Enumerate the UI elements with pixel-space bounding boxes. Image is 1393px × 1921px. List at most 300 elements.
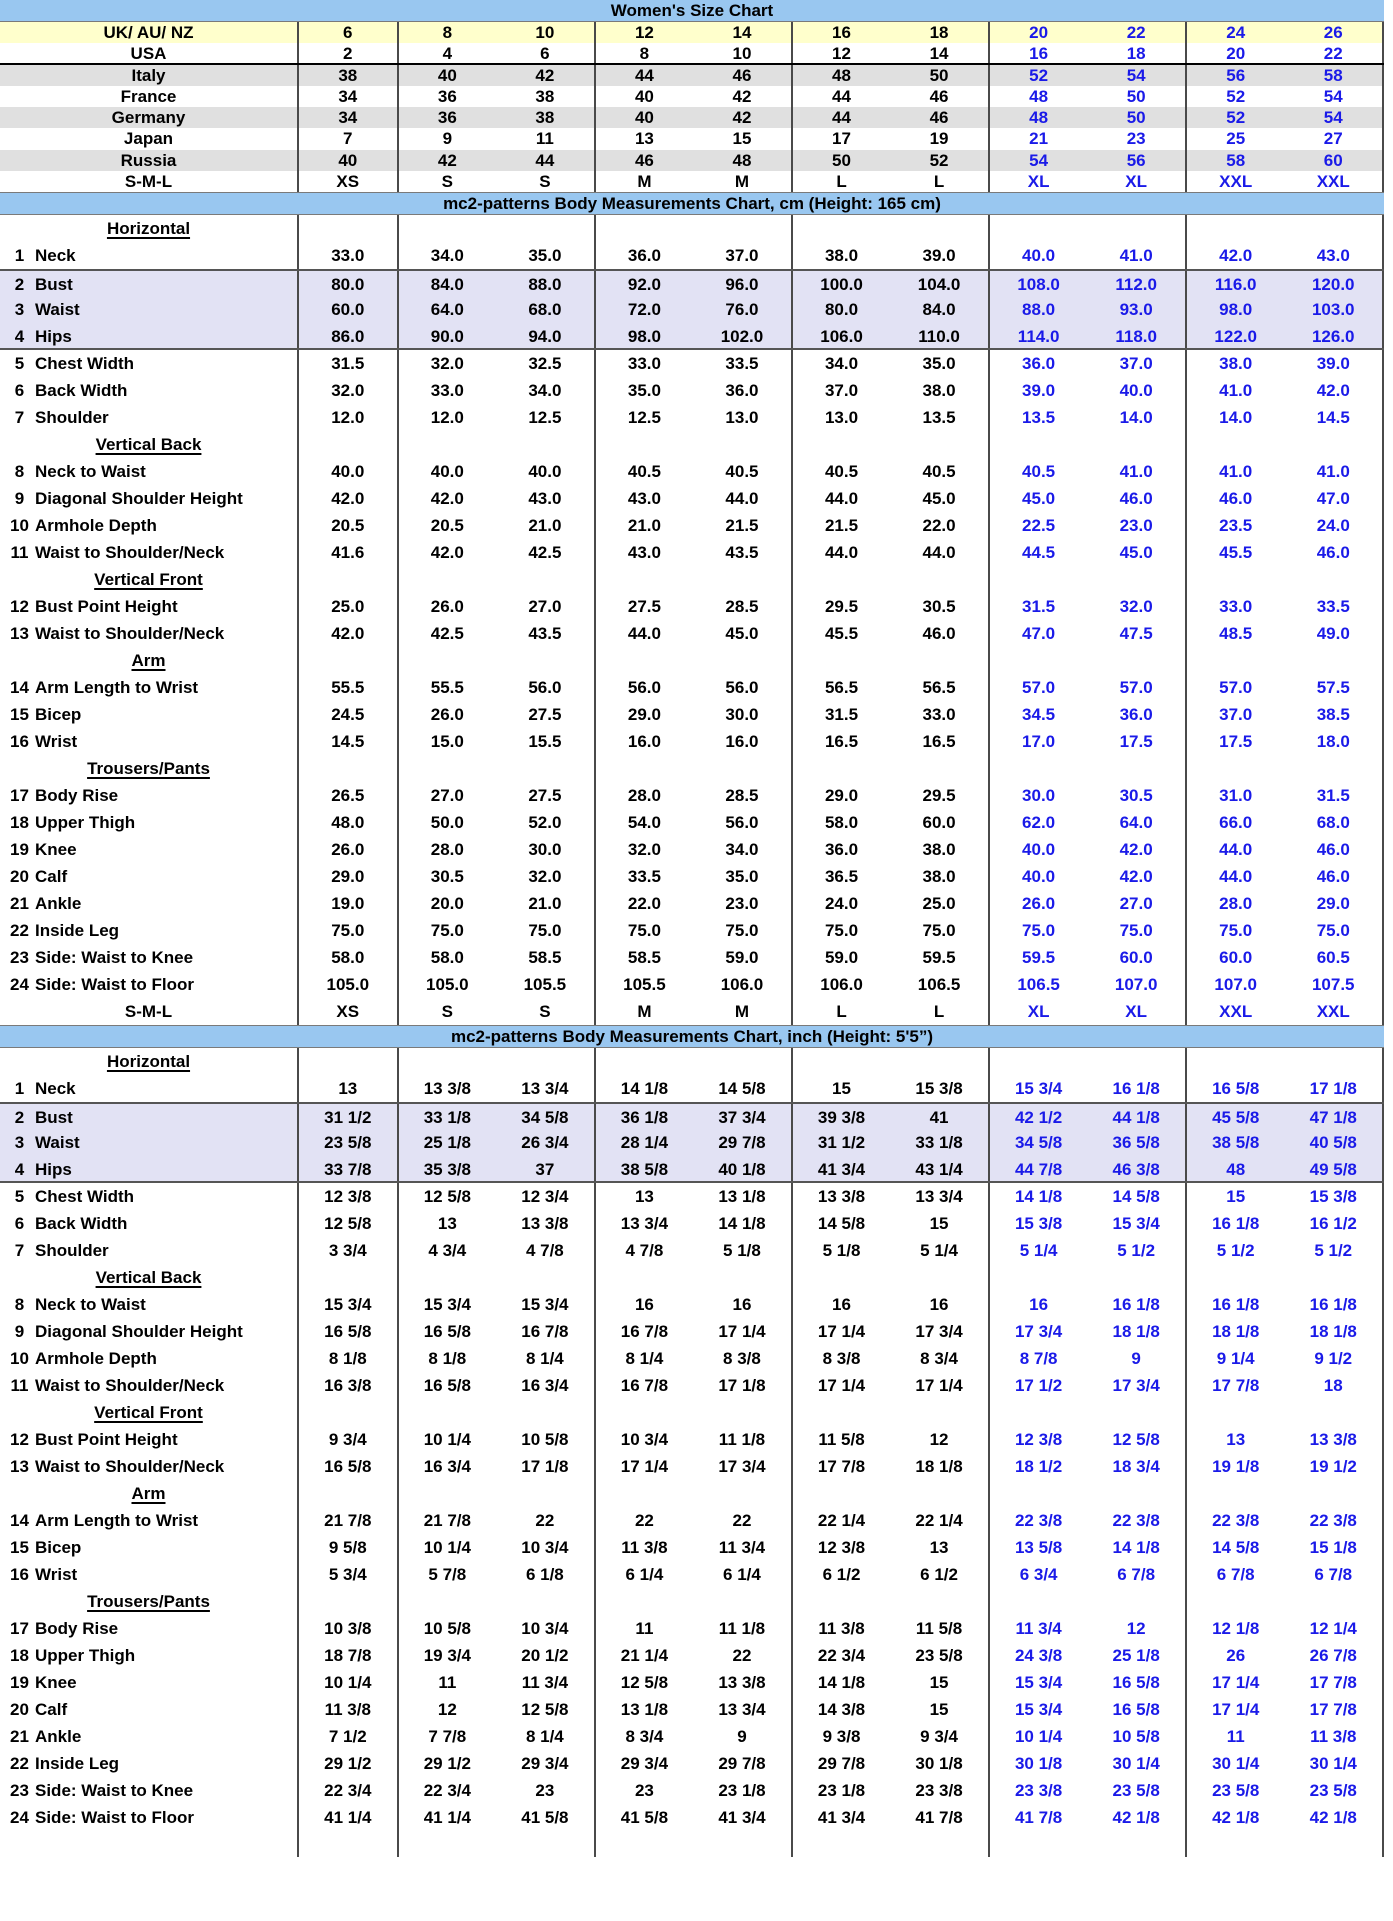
value-cell — [596, 1480, 694, 1507]
section-title: Vertical Front — [94, 570, 203, 590]
value-cell: 33.5 — [627, 867, 661, 887]
section-header-row — [0, 1588, 1384, 1615]
value-cell — [1284, 215, 1384, 242]
row-number: 17 — [10, 786, 29, 806]
value-cell: 11 — [438, 1673, 457, 1693]
value-cell: 16.0 — [627, 732, 661, 752]
value-cell — [990, 215, 1088, 242]
value-cell: 13 — [634, 1187, 654, 1207]
value-cell: 13 3/4 — [693, 1696, 793, 1723]
value-cell — [596, 215, 694, 242]
value-cell: 24 — [1226, 23, 1246, 42]
value-cell: 33.0 — [627, 354, 661, 374]
value-cell: 41.0 — [1219, 462, 1253, 482]
value-cell: 33 7/8 — [299, 1156, 399, 1181]
page-title: Women's Size Chart — [610, 1, 774, 20]
grid-tail — [0, 1831, 1384, 1857]
value-cell: 36.0 — [693, 377, 793, 404]
row-number: 20 — [10, 1700, 29, 1720]
value-cell: S — [441, 1002, 453, 1022]
value-cell: 16 5/8 — [423, 1322, 471, 1342]
value-cell: 22 1/4 — [817, 1511, 866, 1531]
value-cell: 34.0 — [693, 836, 793, 863]
value-cell: 60.0 — [299, 296, 399, 323]
row-label — [0, 458, 299, 485]
value-cell: 15 1/8 — [1284, 1534, 1384, 1561]
value-cell: 42.0 — [299, 620, 399, 647]
value-cell: 23.0 — [1087, 512, 1187, 539]
measurement-name: Diagonal Shoulder Height — [35, 1322, 243, 1342]
value-cell: 40 5/8 — [1284, 1129, 1384, 1156]
value-cell: 41.0 — [1087, 458, 1187, 485]
row-number: 21 — [10, 1727, 29, 1747]
row-label — [0, 377, 299, 404]
value-cell: 35.0 — [890, 350, 990, 377]
value-cell: 31.5 — [299, 350, 399, 377]
value-cell: 19 1/8 — [1212, 1457, 1260, 1477]
value-cell: 44 — [496, 150, 596, 171]
value-cell: 56.5 — [890, 674, 990, 701]
value-cell: 6 3/4 — [1019, 1565, 1058, 1585]
value-cell: 39.0 — [890, 242, 990, 269]
row-number: 14 — [10, 1511, 29, 1531]
table-row — [0, 1426, 1384, 1453]
value-cell: 7 7/8 — [428, 1727, 467, 1747]
value-cell: 54 — [1284, 107, 1384, 128]
value-cell: 58 — [1284, 65, 1384, 86]
value-cell: 10 5/8 — [1087, 1723, 1187, 1750]
value-cell: S — [441, 172, 453, 192]
value-cell — [299, 1480, 399, 1507]
value-cell: 13 — [1226, 1430, 1246, 1450]
value-cell: 19 1/2 — [1284, 1453, 1384, 1480]
value-cell: 14.0 — [1087, 404, 1187, 431]
value-cell: 12 — [890, 1426, 990, 1453]
value-cell: L — [890, 998, 990, 1025]
value-cell: 24.0 — [824, 894, 859, 914]
value-cell: 50.0 — [430, 813, 464, 833]
value-cell: 52 — [1226, 86, 1246, 106]
table-row — [0, 944, 1384, 971]
value-cell: 105.0 — [299, 971, 399, 998]
value-cell: 41 5/8 — [620, 1808, 669, 1828]
value-cell: 46.0 — [1284, 539, 1384, 566]
value-cell: 58.0 — [430, 948, 464, 968]
value-cell: 21.5 — [824, 516, 859, 536]
value-cell: 75.0 — [1284, 917, 1384, 944]
value-cell: 12 5/8 — [423, 1187, 471, 1207]
value-cell: 13 1/8 — [620, 1700, 669, 1720]
value-cell: 5 1/8 — [822, 1241, 861, 1261]
value-cell: XL — [1087, 998, 1187, 1025]
row-label — [0, 1156, 299, 1181]
value-cell: 38.0 — [890, 863, 990, 890]
row-number: 13 — [10, 1457, 29, 1477]
value-cell: 31 1/2 — [817, 1133, 866, 1153]
value-cell: 45.0 — [693, 620, 793, 647]
value-cell: 43 1/4 — [890, 1156, 990, 1181]
value-cell: 58.5 — [627, 948, 661, 968]
value-cell: 21.0 — [496, 890, 596, 917]
value-cell: 16 — [1029, 1295, 1049, 1315]
value-cell: 14.5 — [299, 728, 399, 755]
table-row — [0, 1183, 1384, 1210]
value-cell: 76.0 — [693, 296, 793, 323]
value-cell: 46.0 — [890, 620, 990, 647]
value-cell: 25 1/8 — [1087, 1642, 1187, 1669]
value-cell — [399, 1399, 497, 1426]
row-number: 8 — [14, 1295, 25, 1315]
value-cell: 12 5/8 — [1087, 1426, 1187, 1453]
section-title: Vertical Front — [94, 1403, 203, 1423]
row-label — [0, 1372, 299, 1399]
measurement-name: Calf — [35, 1700, 68, 1720]
value-cell: L — [836, 172, 847, 192]
value-cell — [793, 1831, 891, 1857]
value-cell: 26.0 — [1022, 894, 1056, 914]
value-cell — [693, 1480, 793, 1507]
value-cell: 13 1/8 — [693, 1183, 793, 1210]
value-cell: 28.5 — [693, 593, 793, 620]
value-cell: 105.5 — [623, 975, 666, 995]
row-number: 22 — [10, 921, 29, 941]
value-cell: 45.5 — [1219, 543, 1253, 563]
value-cell: 15 3/4 — [299, 1291, 399, 1318]
value-cell — [399, 1831, 497, 1857]
value-cell: 6 1/4 — [693, 1561, 793, 1588]
value-cell: M — [693, 171, 793, 192]
section-header-row — [0, 215, 1384, 242]
value-cell: 14.0 — [1219, 408, 1253, 428]
value-cell: 10 3/8 — [299, 1615, 399, 1642]
value-cell: 2 — [299, 43, 399, 62]
table-row — [0, 998, 1384, 1025]
value-cell: 23 3/8 — [1014, 1781, 1063, 1801]
table-row — [0, 1102, 1384, 1129]
value-cell: 32.0 — [627, 840, 661, 860]
value-cell: 42 — [437, 150, 457, 170]
table-row — [0, 836, 1384, 863]
value-cell — [793, 431, 891, 458]
table-row — [0, 1318, 1384, 1345]
value-cell: 36.0 — [824, 840, 859, 860]
value-cell: 106.5 — [1017, 975, 1060, 995]
value-cell: 29 7/8 — [693, 1129, 793, 1156]
value-cell: 12 — [437, 1700, 457, 1720]
measurement-name: Armhole Depth — [35, 1349, 157, 1369]
table-row — [0, 971, 1384, 998]
value-cell: S — [496, 998, 596, 1025]
value-cell: 8 1/8 — [428, 1349, 467, 1369]
row-label — [0, 917, 299, 944]
value-cell: 22 — [496, 1507, 596, 1534]
value-cell: 44 — [832, 108, 851, 128]
table-row — [0, 701, 1384, 728]
value-cell: S — [496, 171, 596, 192]
value-cell: 12.5 — [496, 404, 596, 431]
value-cell: 23 — [496, 1777, 596, 1804]
value-cell: 29 3/4 — [496, 1750, 596, 1777]
size-conversion-section — [0, 22, 1384, 192]
value-cell: 21 — [1029, 129, 1049, 149]
value-cell: 8 1/4 — [625, 1349, 664, 1369]
section-title: Horizontal — [106, 1052, 191, 1072]
value-cell: 32.0 — [496, 863, 596, 890]
value-cell: 16 5/8 — [423, 1376, 471, 1396]
value-cell: 107.5 — [1284, 971, 1384, 998]
measurement-name: Wrist — [35, 1565, 78, 1585]
row-label — [0, 809, 299, 836]
value-cell: 40 — [437, 65, 457, 85]
table-row — [0, 1237, 1384, 1264]
measurement-name: Bust Point Height — [35, 597, 178, 617]
value-cell — [693, 755, 793, 782]
value-cell — [1284, 566, 1384, 593]
section-title: Trousers/Pants — [87, 1592, 210, 1612]
value-cell: 42.0 — [1219, 246, 1253, 266]
measurement-name: Bust — [35, 275, 73, 295]
value-cell: 11 3/4 — [693, 1534, 793, 1561]
value-cell: 9 1/2 — [1284, 1345, 1384, 1372]
value-cell: 10 5/8 — [423, 1619, 471, 1639]
value-cell — [793, 755, 891, 782]
value-cell — [1087, 1264, 1187, 1291]
value-cell: 38.0 — [890, 377, 990, 404]
value-cell: XXL — [1284, 998, 1384, 1025]
value-cell: 52 — [1226, 108, 1246, 128]
value-cell: 58.0 — [824, 813, 859, 833]
value-cell — [693, 431, 793, 458]
value-cell: 110.0 — [890, 323, 990, 348]
value-cell: 22 — [634, 1511, 654, 1531]
value-cell: 8 3/8 — [822, 1349, 861, 1369]
value-cell: 57.0 — [1087, 674, 1187, 701]
row-label: S-M-L — [0, 998, 299, 1025]
value-cell: 9 3/4 — [299, 1426, 399, 1453]
value-cell: 8 3/4 — [890, 1345, 990, 1372]
value-cell: 4 3/4 — [428, 1241, 467, 1261]
value-cell — [890, 1264, 990, 1291]
value-cell: 40.0 — [496, 458, 596, 485]
value-cell: 12 5/8 — [496, 1696, 596, 1723]
section-header-row — [0, 1264, 1384, 1291]
section-title: Trousers/Pants — [87, 759, 210, 779]
value-cell: 58.5 — [496, 944, 596, 971]
value-cell: 15 — [1226, 1187, 1246, 1207]
value-cell: 13 — [634, 129, 654, 149]
value-cell: 48 — [693, 150, 793, 171]
value-cell: 15 3/8 — [1284, 1183, 1384, 1210]
row-label — [0, 1237, 299, 1264]
row-label — [0, 1831, 299, 1857]
value-cell: 31.5 — [1022, 597, 1056, 617]
measurement-name: Waist to Shoulder/Neck — [35, 624, 225, 644]
row-number: 15 — [10, 1538, 29, 1558]
row-number: 2 — [14, 1108, 25, 1128]
value-cell: 16 7/8 — [620, 1376, 669, 1396]
value-cell: 49 5/8 — [1284, 1156, 1384, 1181]
measurement-name: Knee — [35, 840, 77, 860]
value-cell: 34 5/8 — [1014, 1133, 1063, 1153]
value-cell: 68.0 — [496, 296, 596, 323]
value-cell: 37 3/4 — [693, 1104, 793, 1129]
value-cell: 15 — [693, 128, 793, 149]
value-cell: 15 3/4 — [1014, 1700, 1063, 1720]
value-cell: 107.0 — [1087, 971, 1187, 998]
value-cell: 9 5/8 — [299, 1534, 399, 1561]
value-cell: 42 — [693, 107, 793, 128]
value-cell: 38 — [299, 65, 399, 86]
value-cell: 38.0 — [1219, 354, 1253, 374]
value-cell — [399, 1480, 497, 1507]
row-number: 11 — [10, 1376, 29, 1396]
value-cell: 6 1/2 — [822, 1565, 861, 1585]
value-cell: 120.0 — [1284, 271, 1384, 296]
measurement-name: Inside Leg — [35, 1754, 120, 1774]
value-cell — [299, 215, 399, 242]
value-cell: 10 1/4 — [423, 1538, 471, 1558]
value-cell: 41 1/4 — [299, 1804, 399, 1831]
measurement-name: Shoulder — [35, 408, 109, 428]
value-cell: 5 1/2 — [1284, 1237, 1384, 1264]
value-cell: 4 7/8 — [625, 1241, 664, 1261]
measurement-name: Arm Length to Wrist — [35, 678, 199, 698]
value-cell: 40.0 — [299, 458, 399, 485]
table-row — [0, 323, 1384, 350]
value-cell: 31 1/2 — [299, 1104, 399, 1129]
value-cell — [299, 566, 399, 593]
row-label: Russia — [0, 150, 299, 171]
row-number: 19 — [10, 840, 29, 860]
value-cell: 46.0 — [1284, 863, 1384, 890]
measurement-name: Hips — [35, 327, 72, 347]
row-number: 21 — [10, 894, 29, 914]
value-cell: 59.5 — [1022, 948, 1056, 968]
value-cell: 44 — [832, 86, 851, 106]
value-cell — [1087, 1048, 1187, 1075]
measurement-name: Knee — [35, 1673, 77, 1693]
value-cell: 6 7/8 — [1216, 1565, 1255, 1585]
value-cell: 56.0 — [627, 678, 661, 698]
row-label — [0, 296, 299, 323]
value-cell: 22 1/4 — [890, 1507, 990, 1534]
measurement-name: Neck to Waist — [35, 462, 146, 482]
value-cell: 30 1/8 — [1014, 1754, 1063, 1774]
value-cell: 27.0 — [496, 593, 596, 620]
value-cell: 93.0 — [1087, 296, 1187, 323]
value-cell: 105.5 — [496, 971, 596, 998]
value-cell — [596, 1048, 694, 1075]
value-cell: L — [890, 171, 990, 192]
value-cell: 22 3/8 — [1212, 1511, 1260, 1531]
value-cell — [496, 1048, 596, 1075]
value-cell: 40 — [634, 108, 654, 128]
value-cell: 44.0 — [1219, 840, 1253, 860]
value-cell: 8 — [442, 23, 453, 42]
value-cell: 44 1/8 — [1087, 1104, 1187, 1129]
value-cell: 10 — [693, 43, 793, 62]
value-cell: 11 3/8 — [1284, 1723, 1384, 1750]
value-cell: 15.0 — [430, 732, 464, 752]
value-cell: 20 — [1226, 44, 1246, 63]
measurement-name: Upper Thigh — [35, 1646, 136, 1666]
measurement-name: Upper Thigh — [35, 813, 136, 833]
value-cell: 36 — [437, 108, 457, 128]
row-number: 1 — [14, 1079, 25, 1099]
value-cell: 29 1/2 — [423, 1754, 471, 1774]
value-cell: 33.0 — [299, 242, 399, 269]
value-cell: 40.5 — [890, 458, 990, 485]
value-cell: 18 1/8 — [890, 1453, 990, 1480]
value-cell: 17 1/4 — [620, 1457, 669, 1477]
value-cell: 6 7/8 — [1087, 1561, 1187, 1588]
row-label — [0, 890, 299, 917]
value-cell: 126.0 — [1284, 323, 1384, 348]
value-cell: 17 3/4 — [1087, 1372, 1187, 1399]
value-cell: 44.0 — [627, 624, 661, 644]
value-cell: 46 — [693, 65, 793, 86]
table-row — [0, 485, 1384, 512]
measurement-name: Neck — [35, 1079, 76, 1099]
value-cell — [1087, 431, 1187, 458]
row-number: 12 — [10, 1430, 29, 1450]
value-cell — [1087, 1399, 1187, 1426]
value-cell: 23 1/8 — [693, 1777, 793, 1804]
row-label — [0, 1480, 299, 1507]
value-cell: 104.0 — [890, 271, 990, 296]
value-cell: M — [637, 172, 652, 192]
measurement-name: Wrist — [35, 732, 78, 752]
value-cell: 12 5/8 — [620, 1673, 669, 1693]
value-cell: 30.5 — [430, 867, 464, 887]
value-cell: 29 7/8 — [817, 1754, 866, 1774]
value-cell: 48 — [832, 65, 851, 85]
value-cell — [1087, 647, 1187, 674]
value-cell: 29 7/8 — [693, 1750, 793, 1777]
value-cell — [693, 1048, 793, 1075]
section-header-row — [0, 431, 1384, 458]
table-row — [0, 1642, 1384, 1669]
value-cell: 14 1/8 — [693, 1210, 793, 1237]
value-cell: 30 1/8 — [890, 1750, 990, 1777]
value-cell — [990, 1048, 1088, 1075]
value-cell: 6 1/8 — [496, 1561, 596, 1588]
value-cell: 42.0 — [299, 485, 399, 512]
value-cell: 33.0 — [430, 381, 464, 401]
value-cell — [890, 1399, 990, 1426]
value-cell: 75.0 — [890, 917, 990, 944]
value-cell: 37.0 — [824, 381, 859, 401]
value-cell: 14 1/8 — [1087, 1534, 1187, 1561]
value-cell — [890, 1588, 990, 1615]
value-cell — [399, 1264, 497, 1291]
table-row — [0, 171, 1384, 192]
value-cell: 33.5 — [693, 350, 793, 377]
value-cell: 14 1/8 — [1014, 1187, 1063, 1207]
value-cell: 40.5 — [627, 462, 661, 482]
value-cell: 80.0 — [299, 271, 399, 296]
value-cell: 11 1/8 — [693, 1615, 793, 1642]
row-number: 3 — [14, 300, 25, 320]
row-label — [0, 1210, 299, 1237]
value-cell: 41.0 — [1284, 458, 1384, 485]
value-cell: 31.5 — [824, 705, 859, 725]
value-cell: 46.0 — [1087, 485, 1187, 512]
value-cell: 57.0 — [1219, 678, 1253, 698]
measurement-name: Calf — [35, 867, 68, 887]
row-label — [0, 944, 299, 971]
value-cell: 18 1/8 — [1087, 1318, 1187, 1345]
